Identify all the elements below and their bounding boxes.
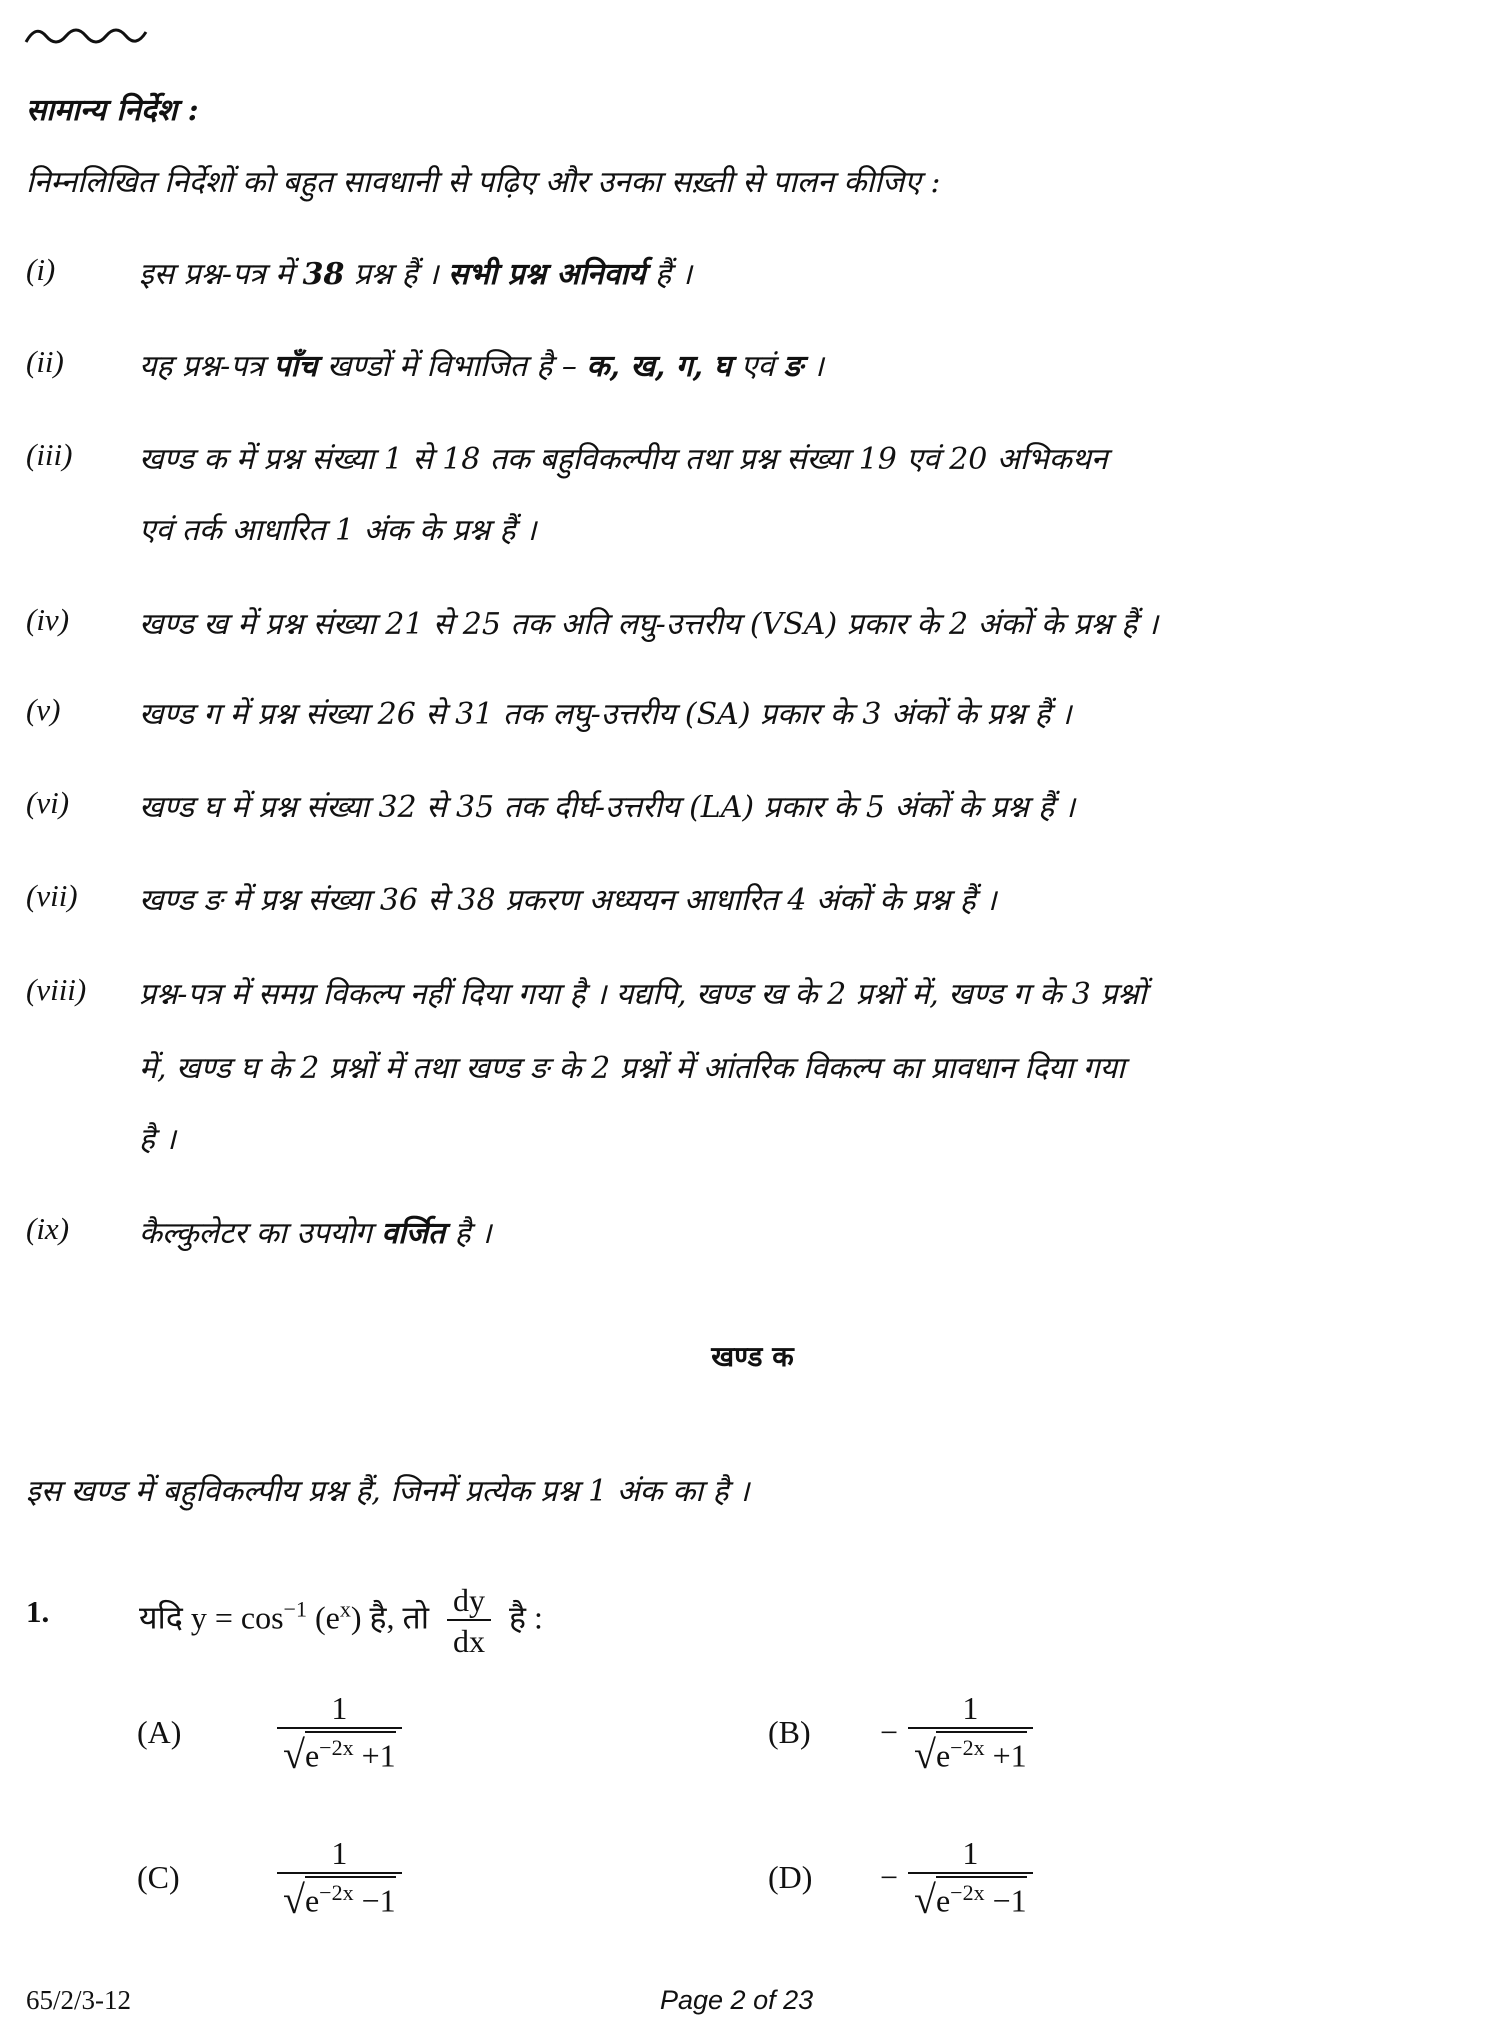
text: −1: [283, 1596, 307, 1622]
text: है ।: [445, 1216, 492, 1251]
numerator: dy: [453, 1582, 486, 1618]
text: 38: [302, 257, 345, 292]
text: −2x: [950, 1880, 985, 1905]
option-c[interactable]: [137, 1835, 402, 1921]
paper-code: 65/2/3-12: [26, 1985, 131, 2015]
section-title: खण्ड क: [711, 1340, 794, 1373]
text: खण्डों में विभाजित है –: [317, 349, 587, 384]
text: e: [935, 1882, 951, 1919]
section-intro: इस खण्ड में बहुविकल्पीय प्रश्न हैं, जिनमें प्रत्येक प्रश्न 1 अंक का है ।: [26, 1474, 750, 1509]
minus-sign: −: [880, 1714, 899, 1751]
text: ङ: [783, 349, 803, 384]
text: हैं ।: [645, 257, 692, 292]
item-number: (ix): [26, 1211, 70, 1246]
text: −2x: [319, 1735, 354, 1760]
text: ) है, तो: [350, 1599, 430, 1636]
option-label: (C): [137, 1859, 180, 1896]
item-text: खण्ड ङ में प्रश्न संख्या 36 से 38 प्रकरण अध्ययन आधारित 4 अंकों के प्रश्न हैं ।: [139, 883, 997, 918]
option-label: (D): [768, 1859, 813, 1896]
text: प्रश्न हैं ।: [344, 257, 449, 292]
item-text: में, खण्ड घ के 2 प्रश्नों में तथा खण्ड ङ के 2 प्रश्नों में आंतरिक विकल्प का प्रावधान दिया गया: [139, 1051, 1125, 1086]
item-number: (iii): [26, 437, 73, 472]
item-number: (iv): [26, 602, 70, 637]
text: पाँच: [273, 349, 318, 384]
text: e: [935, 1737, 951, 1774]
numerator: 1: [962, 1690, 979, 1726]
item-text: खण्ड घ में प्रश्न संख्या 32 से 35 तक दीर्घ-उत्तरीय (LA) प्रकार के 5 अंकों के प्रश्न हैं ।: [139, 790, 1076, 825]
text: क, ख, ग, घ: [586, 349, 732, 384]
text: +1: [992, 1737, 1027, 1774]
item-text: खण्ड ग में प्रश्न संख्या 26 से 31 तक लघु-उत्तरीय (SA) प्रकार के 3 अंकों के प्रश्न हैं ।: [139, 697, 1072, 732]
option-label: (B): [768, 1714, 811, 1751]
text: है :: [509, 1599, 543, 1636]
text: सभी प्रश्न अनिवार्य: [448, 257, 646, 292]
text: वर्जित: [381, 1216, 446, 1251]
text: ।: [802, 349, 824, 384]
square-root: √ $e^{-2x} +1$: [914, 1731, 1027, 1777]
text: x: [339, 1596, 351, 1622]
instructions-intro: निम्नलिखित निर्देशों को बहुत सावधानी से पढ़िए और उनका सख़्ती से पालन कीजिए :: [26, 165, 941, 200]
text: यदि y = cos: [139, 1599, 284, 1636]
option-label: (A): [137, 1714, 182, 1751]
text: −2x: [319, 1880, 354, 1905]
text: इस प्रश्न-पत्र में: [139, 257, 303, 292]
option-a[interactable]: [137, 1690, 402, 1776]
numerator: 1: [331, 1690, 348, 1726]
text: यह प्रश्न-पत्र: [139, 349, 274, 384]
numerator: 1: [331, 1835, 348, 1871]
text: कैल्कुलेटर का उपयोग: [139, 1216, 382, 1251]
item-text: प्रश्न-पत्र में समग्र विकल्प नहीं दिया गया है । यद्यपि, खण्ड ख के 2 प्रश्नों में, खण्ड ग के 3 प्रश्नों: [139, 977, 1147, 1012]
option-d[interactable]: [768, 1835, 1033, 1921]
square-root: √ $e^{-2x} -1$: [283, 1876, 396, 1922]
minus-sign: −: [880, 1859, 899, 1896]
item-number: (viii): [26, 972, 87, 1007]
item-number: (vi): [26, 785, 70, 820]
denominator: dx: [447, 1619, 491, 1660]
text: e: [304, 1882, 320, 1919]
item-text: है ।: [139, 1122, 176, 1157]
text: (e: [306, 1599, 340, 1636]
square-root: √ $e^{-2x} -1$: [914, 1876, 1027, 1922]
wave-icon: [24, 22, 154, 52]
item-text: खण्ड ख में प्रश्न संख्या 21 से 25 तक अति लघु-उत्तरीय (VSA) प्रकार के 2 अंकों के प्रश्न हैं ।: [139, 607, 1159, 642]
option-b[interactable]: [768, 1690, 1033, 1776]
square-root: √ $e^{-2x} +1$: [283, 1731, 396, 1777]
item-number: (v): [26, 692, 61, 727]
item-number: (i): [26, 252, 56, 287]
page-number: Page 2 of 23: [660, 1985, 814, 2015]
numerator: 1: [962, 1835, 979, 1871]
text: +1: [361, 1737, 396, 1774]
item-text: एवं तर्क आधारित 1 अंक के प्रश्न हैं ।: [139, 513, 537, 548]
item-number: (ii): [26, 344, 64, 379]
text: एवं: [731, 349, 784, 384]
instructions-title: सामान्य निर्देश :: [26, 93, 199, 128]
item-text: खण्ड क में प्रश्न संख्या 1 से 18 तक बहुविकल्पीय तथा प्रश्न संख्या 19 एवं 20 अभिकथन: [139, 442, 1108, 477]
text: −1: [992, 1882, 1027, 1919]
text: −1: [361, 1882, 396, 1919]
text: e: [304, 1737, 320, 1774]
question-number: 1.: [26, 1594, 50, 1629]
item-number: (vii): [26, 878, 78, 913]
text: −2x: [950, 1735, 985, 1760]
